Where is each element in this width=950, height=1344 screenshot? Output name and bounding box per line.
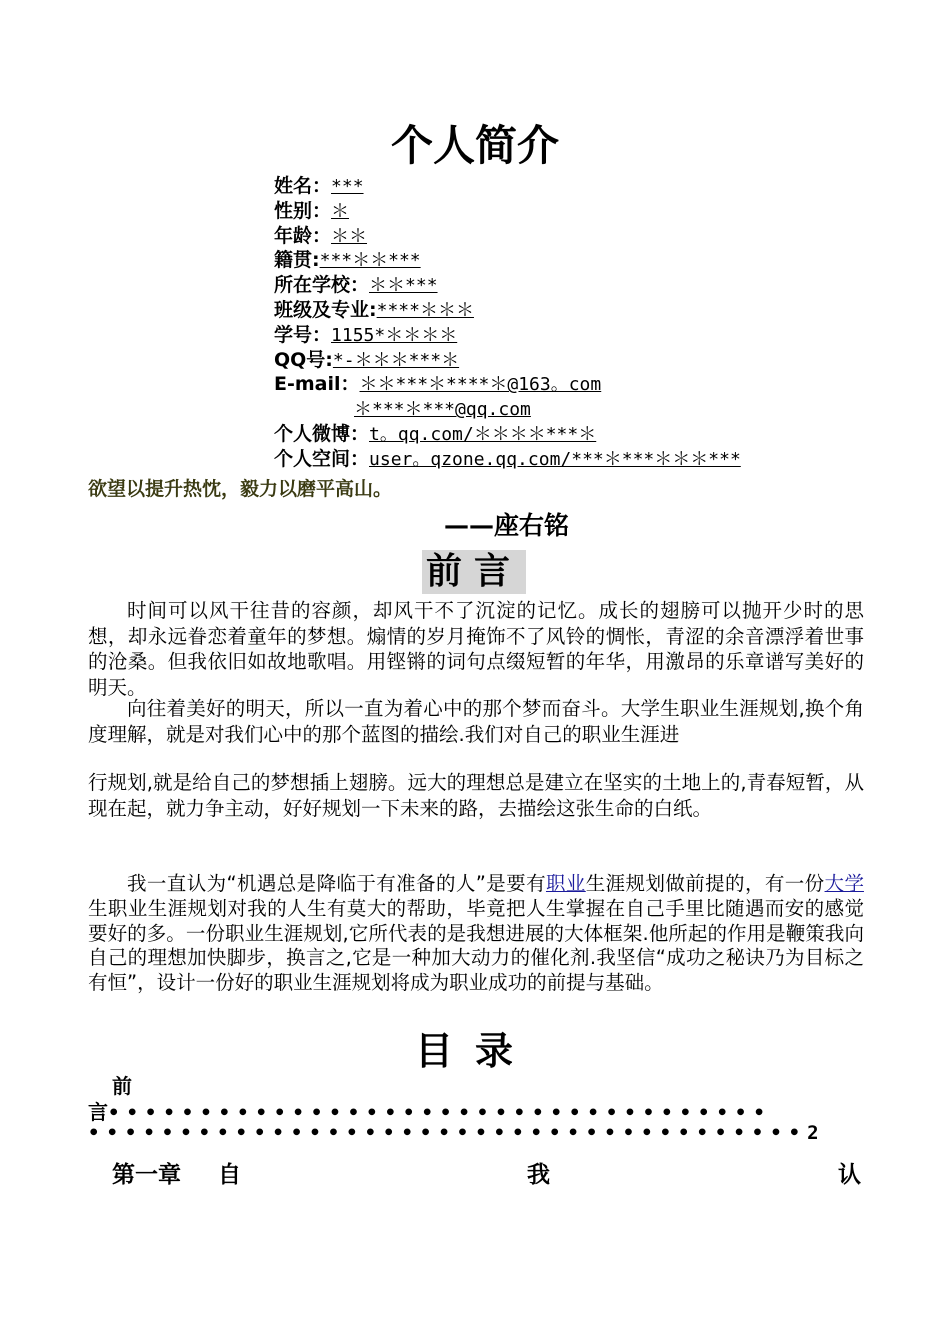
info-label: 性别： <box>274 199 332 222</box>
motto: 欲望以提升热忱，毅力以磨平高山。 <box>88 478 393 500</box>
university-link[interactable]: 大学 <box>824 872 864 895</box>
info-row-gender <box>274 199 741 224</box>
info-value: *-＊＊＊***＊ <box>332 349 460 371</box>
email-link[interactable]: ＊***＊***@qq.com <box>354 399 531 421</box>
qzone-link[interactable]: user。qzone.qq.com/***＊***＊＊＊*** <box>369 448 741 470</box>
info-value: ****＊＊＊ <box>376 299 474 321</box>
info-row-school <box>274 273 741 298</box>
email-link[interactable]: ＊＊***＊****＊@163。com <box>359 374 602 396</box>
toc-chapter-1-word: 我 <box>527 1162 550 1188</box>
toc-chapter-1-word: 认 <box>838 1162 861 1188</box>
toc-leader-dots: •••••••••••••••••••••••••••••••••••• <box>108 1102 772 1124</box>
toc-entry-text: 言 <box>88 1100 108 1124</box>
info-label: 姓名： <box>274 175 332 197</box>
toc-entry-preface[interactable] <box>88 1096 772 1125</box>
personal-info <box>274 174 741 472</box>
info-label: 所在学校： <box>274 274 370 297</box>
preface-paragraph-2 <box>88 696 864 822</box>
info-value: ＊ <box>331 200 350 222</box>
info-label: 班级及专业: <box>274 298 377 321</box>
toc-chapter-1-word: 自 <box>218 1162 241 1188</box>
career-link[interactable]: 职业 <box>545 872 586 895</box>
info-label: 籍贯: <box>274 249 320 272</box>
toc-entry-preface-label[interactable]: 前 <box>112 1074 132 1098</box>
preface-text: 生涯规划做前提的，有一份 <box>585 872 825 895</box>
preface-text: 生职业生涯规划对我的人生有莫大的帮助，毕竟把人生掌握在自己手里比随遇而安的感觉要好的多。一份职业生涯规划,它所代表的是我想进展的大体框架.他所起的作用是鞭策我向自己的理想加快脚步，换言之,它是一种加大动力的催化剂.我坚信“成功之秘诀乃为目标之有恒”，设计一份好的职业生涯规划将成为职业成功的前提与基础。 <box>88 896 864 995</box>
preface-paragraph-3 <box>88 872 864 996</box>
info-row-hometown <box>274 248 741 273</box>
info-row-weibo <box>274 422 741 447</box>
info-value: 1155*＊＊＊＊ <box>331 324 458 346</box>
info-row-qq <box>274 348 741 373</box>
info-row-email-2 <box>274 397 741 422</box>
info-value: *** <box>331 176 364 197</box>
preface-heading: 前言 <box>422 550 526 594</box>
preface-paragraph-2-part-b: 行规划,就是给自己的梦想插上翅膀。远大的理想总是建立在坚实的土地上的,青春短暂，从现在起，就力争主动，好好规划一下未来的路，去描绘这张生命的白纸。 <box>88 771 864 820</box>
info-value: ＊＊ <box>331 225 368 247</box>
info-row-age <box>274 224 741 249</box>
info-value: ＊＊*** <box>369 275 438 297</box>
info-label: 个人空间： <box>274 447 370 470</box>
preface-text: 我一直认为“机遇总是降临于有准备的人”是要有 <box>127 872 546 895</box>
motto-attribution: ——座右铭 <box>444 511 570 540</box>
info-label: 个人微博： <box>274 422 370 445</box>
preface-paragraph-2-part-a: 向往着美好的明天，所以一直为着心中的那个梦而奋斗。大学生职业生涯规划,换个角度理解，就是对我们心中的那个蓝图的描绘.我们对自己的职业生涯进 <box>88 697 864 746</box>
info-row-qzone <box>274 447 741 472</box>
weibo-link[interactable]: t。qq.com/＊＊＊＊***＊ <box>369 423 597 445</box>
info-row-class-major <box>274 298 741 323</box>
page-title: 个人简介 <box>390 121 559 170</box>
info-row-student-id <box>274 323 741 348</box>
toc-leader-page: •••••••••••••••••••••••••••••••••••••••2 <box>88 1122 826 1144</box>
info-label: QQ号: <box>274 348 333 371</box>
info-label: 年龄： <box>274 224 332 247</box>
info-row-email <box>274 372 741 397</box>
info-label: 学号： <box>274 323 332 346</box>
info-row-name <box>274 174 741 199</box>
toc-heading: 目录 <box>414 1029 535 1073</box>
toc-chapter-1[interactable]: 第一章 <box>112 1162 181 1188</box>
info-label: E-mail： <box>274 373 360 396</box>
preface-paragraph-1: 时间可以风干往昔的容颜，却风干不了沉淀的记忆。成长的翅膀可以抛开少时的思想，却永远眷恋着童年的梦想。煽情的岁月掩饰不了风铃的惆怅，青涩的余音漂浮着世事的沧桑。但我依旧如故地歌唱。用铿锵的词句点缀短暂的年华，用激昂的乐章谱写美好的明天。 <box>88 599 864 699</box>
info-value: ***＊＊*** <box>319 250 421 272</box>
